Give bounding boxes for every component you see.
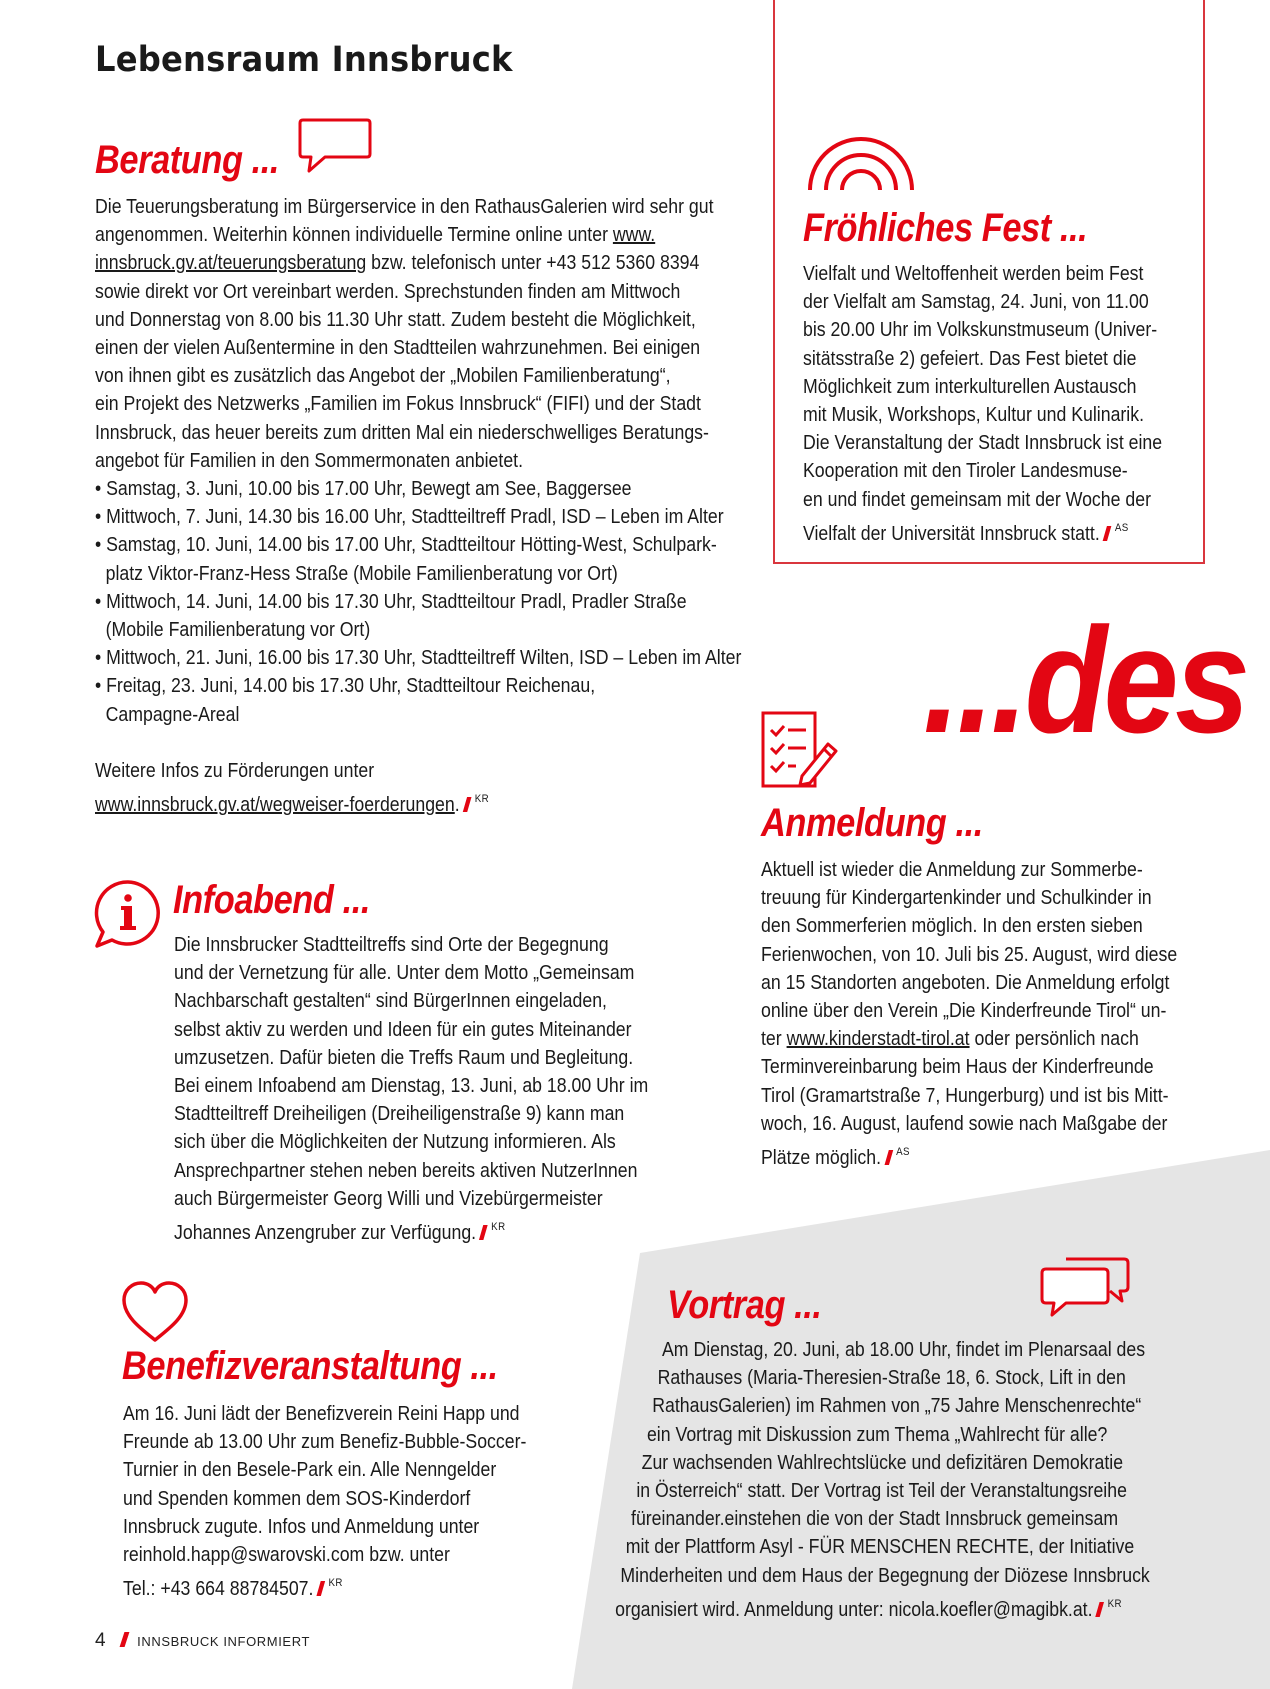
anmeldung-line: online über den Verein „Die Kinderfreunde Tirol“ un- xyxy=(761,1000,1167,1023)
author-initials: KR xyxy=(474,793,490,806)
beratung-line: angebot für Familien in den Sommermonaten anbietet. xyxy=(95,449,524,472)
fest-heading: Fröhliches Fest ... xyxy=(803,206,1088,250)
infoabend-line: und der Vernetzung für alle. Unter dem Motto „Gemeinsam xyxy=(174,962,635,985)
infoabend-line: Stadtteiltreff Dreiheiligen (Dreiheiligenstraße 9) kann man xyxy=(174,1103,625,1126)
end-mark xyxy=(1096,1602,1105,1617)
infoabend-line: Ansprechpartner stehen neben bereits aktiven NutzerInnen xyxy=(174,1159,638,1182)
bullet-item: • Freitag, 23. Juni, 14.00 bis 17.30 Uhr, Stadtteiltour Reichenau, xyxy=(95,675,596,698)
fest-line: en und findet gemeinsam mit der Woche der xyxy=(803,488,1151,511)
vortrag-line: füreinander.einstehen die von der Stadt Innsbruck gemeinsam xyxy=(631,1508,1119,1531)
author-initials: AS xyxy=(896,1146,910,1159)
end-mark xyxy=(1103,526,1112,541)
benefiz-line: Tel.: +43 664 88784507. $^{KR}$ xyxy=(123,1577,343,1601)
benefiz-line: Am 16. Juni lädt der Benefizverein Reini Happ und xyxy=(123,1403,520,1425)
vortrag-line: in Österreich“ statt. Der Vortrag ist Teil der Veranstaltungsreihe xyxy=(636,1480,1127,1503)
bullet-item-cont: Campagne-Areal xyxy=(105,703,240,726)
infoabend-line: Nachbarschaft gestalten“ sind BürgerInnen eingeladen, xyxy=(174,990,607,1013)
beratung-body xyxy=(95,193,741,819)
infoabend-heading: Infoabend ... xyxy=(173,878,370,922)
infoabend-line: Bei einem Infoabend am Dienstag, 13. Juni, ab 18.00 Uhr im xyxy=(174,1075,649,1098)
foerderungen-link[interactable]: www.innsbruck.gv.at/wegweiser-foerderungen xyxy=(95,794,455,817)
fest-line: bis 20.00 Uhr im Volkskunstmuseum (Univer- xyxy=(803,319,1158,342)
vortrag-line: Minderheiten und dem Haus der Begegnung der Diözese Innsbruck xyxy=(620,1564,1150,1587)
infoabend-line: auch Bürgermeister Georg Willi und Vizebürgermeister xyxy=(174,1187,603,1210)
end-mark xyxy=(317,1581,326,1596)
anmeldung-line: ter www.kinderstadt-tirol.at oder persönlich nach xyxy=(761,1028,1139,1051)
fest-line: Vielfalt der Universität Innsbruck statt. $^{AS}$ xyxy=(803,521,1129,545)
bullet-item: • Samstag, 3. Juni, 10.00 bis 17.00 Uhr, Bewegt am See, Baggersee xyxy=(95,478,632,501)
beratung-line: einen der vielen Außentermine in den Stadtteilen wahrzunehmen. Bei einigen xyxy=(95,337,701,360)
page-number: 4 xyxy=(95,1630,107,1651)
beratung-heading: Beratung ... xyxy=(95,138,280,182)
checklist-pen-icon xyxy=(760,710,840,790)
rainbow-icon xyxy=(806,136,916,194)
vortrag-line: Am Dienstag, 20. Juni, ab 18.00 Uhr, findet im Plenarsaal des xyxy=(662,1339,1146,1361)
vortrag-line: ein Vortrag mit Diskussion zum Thema „Wahlrecht für alle? xyxy=(646,1423,1108,1446)
fest-line: Möglichkeit zum interkulturellen Austausch xyxy=(803,375,1137,398)
author-initials: KR xyxy=(491,1221,506,1234)
vortrag-line: mit der Plattform Asyl - FÜR MENSCHEN RECHTE, der Initiative xyxy=(625,1536,1135,1559)
fest-line: Die Veranstaltung der Stadt Innsbruck ist eine xyxy=(803,432,1163,455)
benefiz-body xyxy=(123,1400,526,1603)
beratung-line: Innsbruck, das heuer bereits zum dritten Mal ein niederschwelliges Beratungs- xyxy=(95,421,709,444)
fest-line: sitätsstraße 2) gefeiert. Das Fest bietet die xyxy=(803,347,1137,370)
anmeldung-line: Aktuell ist wieder die Anmeldung zur Sommerbe- xyxy=(761,859,1143,881)
benefiz-line: Freunde ab 13.00 Uhr zum Benefiz-Bubble-Soccer- xyxy=(123,1431,527,1454)
author-initials: KR xyxy=(328,1577,343,1590)
benefiz-line: und Spenden kommen dem SOS-Kinderdorf xyxy=(123,1487,471,1510)
vortrag-heading: Vortrag ... xyxy=(667,1283,822,1327)
footer-mark xyxy=(120,1632,130,1647)
beratung-line: innsbruck.gv.at/teuerungsberatung bzw. telefonisch unter +43 512 5360 8394 xyxy=(95,252,700,275)
kinderstadt-link[interactable]: www.kinderstadt-tirol.at xyxy=(786,1028,970,1051)
anmeldung-line: treuung für Kindergartenkinder und Schulkinder in xyxy=(761,887,1152,910)
vortrag-body xyxy=(615,1336,1150,1624)
teuerungsberatung-link-part1[interactable]: www. xyxy=(612,224,656,247)
benefiz-line: Turnier in den Besele-Park ein. Alle Nenngelder xyxy=(123,1459,497,1482)
bullet-item-cont: platz Viktor-Franz-Hess Straße (Mobile Familienberatung vor Ort) xyxy=(105,562,618,585)
beratung-line: von ihnen gibt es zusätzlich das Angebot der „Mobilen Familienberatung“, xyxy=(95,365,671,388)
anmeldung-line: den Sommerferien möglich. In den ersten sieben xyxy=(761,915,1143,938)
infoabend-line: selbst aktiv zu werden und Ideen für ein gutes Miteinander xyxy=(174,1018,632,1041)
benefiz-line: reinhold.happ@swarovski.com bzw. unter xyxy=(123,1544,450,1567)
anmeldung-line: an 15 Standorten angeboten. Die Anmeldung erfolgt xyxy=(761,971,1170,994)
beratung-line: Die Teuerungsberatung im Bürgerservice in den RathausGalerien wird sehr gut xyxy=(95,196,714,218)
infoabend-line: Johannes Anzengruber zur Verfügung. $^{KR}$ xyxy=(174,1221,506,1245)
anmeldung-heading: Anmeldung ... xyxy=(761,801,983,845)
bullet-item: • Mittwoch, 14. Juni, 14.00 bis 17.30 Uhr, Stadtteiltour Pradl, Pradler Straße xyxy=(95,590,687,613)
beratung-line: und Donnerstag von 8.00 bis 11.30 Uhr statt. Zudem besteht die Möglichkeit, xyxy=(95,308,696,331)
bullet-item: • Mittwoch, 21. Juni, 16.00 bis 17.30 Uhr, Stadtteiltreff Wilten, ISD – Leben im Alter xyxy=(95,647,742,670)
anmeldung-line: Plätze möglich. $^{AS}$ xyxy=(761,1146,910,1170)
fest-line: der Vielfalt am Samstag, 24. Juni, von 11.00 xyxy=(803,291,1149,314)
fest-line: Kooperation mit den Tiroler Landesmuse- xyxy=(803,460,1128,483)
fest-line: mit Musik, Workshops, Kultur und Kulinarik. xyxy=(803,404,1145,427)
vortrag-line: RathausGalerien) im Rahmen von „75 Jahre Menschenrechte“ xyxy=(652,1395,1142,1418)
des-big-word: ...des xyxy=(922,596,1246,764)
infoabend-line: umzusetzen. Dafür bieten die Treffs Raum und Begleitung. xyxy=(174,1046,634,1069)
speech-bubble-icon xyxy=(297,117,373,175)
infoabend-line: sich über die Möglichkeiten der Nutzung informieren. Als xyxy=(174,1131,616,1154)
info-bubble-icon xyxy=(92,878,164,950)
more-info-label: Weitere Infos zu Förderungen unter xyxy=(95,759,375,782)
bullet-item: • Samstag, 10. Juni, 14.00 bis 17.00 Uhr, Stadtteiltour Hötting-West, Schulpark- xyxy=(95,534,717,557)
end-mark xyxy=(463,797,472,812)
bullet-item-cont: (Mobile Familienberatung vor Ort) xyxy=(105,619,371,642)
infoabend-line: Die Innsbrucker Stadtteiltreffs sind Orte der Begegnung xyxy=(174,934,609,956)
footer xyxy=(95,1630,310,1652)
double-speech-bubble-icon xyxy=(1040,1253,1132,1319)
teuerungsberatung-link-part2[interactable]: innsbruck.gv.at/teuerungsberatung xyxy=(95,252,367,275)
anmeldung-line: Tirol (Gramartstraße 7, Hungerburg) und ist bis Mitt- xyxy=(761,1084,1169,1107)
vortrag-line: Zur wachsenden Wahlrechtslücke und defizitären Demokratie xyxy=(641,1451,1124,1474)
page-title: Lebensraum Innsbruck xyxy=(95,40,513,80)
author-initials: KR xyxy=(1107,1597,1122,1610)
anmeldung-line: woch, 16. August, laufend sowie nach Maßgabe der xyxy=(761,1112,1168,1135)
author-initials: AS xyxy=(1114,521,1129,534)
anmeldung-line: Ferienwochen, von 10. Juli bis 25. August, wird diese xyxy=(761,943,1178,966)
end-mark xyxy=(884,1150,893,1165)
bullet-item: • Mittwoch, 7. Juni, 14.30 bis 16.00 Uhr, Stadtteiltreff Pradl, ISD – Leben im Alter xyxy=(95,506,724,529)
fest-line: Vielfalt und Weltoffenheit werden beim Fest xyxy=(803,263,1144,285)
benefiz-heading: Benefizveranstaltung ... xyxy=(122,1344,498,1388)
benefiz-line: Innsbruck zugute. Infos und Anmeldung unter xyxy=(123,1515,480,1538)
publication-name: INNSBRUCK INFORMIERT xyxy=(137,1634,310,1649)
heart-icon xyxy=(120,1280,190,1344)
fest-body xyxy=(803,260,1162,548)
end-mark xyxy=(479,1225,488,1240)
vortrag-line: organisiert wird. Anmeldung unter: nicola.koefler@magibk.at. $^{KR}$ xyxy=(615,1597,1122,1621)
vortrag-line: Rathauses (Maria-Theresien-Straße 18, 6. Stock, Lift in den xyxy=(657,1367,1126,1390)
beratung-line: ein Projekt des Netzwerks „Familien im Fokus Innsbruck“ (FIFI) und der Stadt xyxy=(95,393,701,416)
beratung-line: angenommen. Weiterhin können individuelle Termine online unter www. xyxy=(95,224,656,247)
anmeldung-body xyxy=(761,856,1177,1172)
infoabend-body xyxy=(174,931,648,1247)
beratung-line: sowie direkt vor Ort vereinbart werden. Sprechstunden finden am Mittwoch xyxy=(95,280,681,303)
more-info-line: www.innsbruck.gv.at/wegweiser-foerderungen. $^{KR}$ xyxy=(95,793,490,817)
anmeldung-line: Terminvereinbarung beim Haus der Kinderfreunde xyxy=(761,1056,1154,1079)
